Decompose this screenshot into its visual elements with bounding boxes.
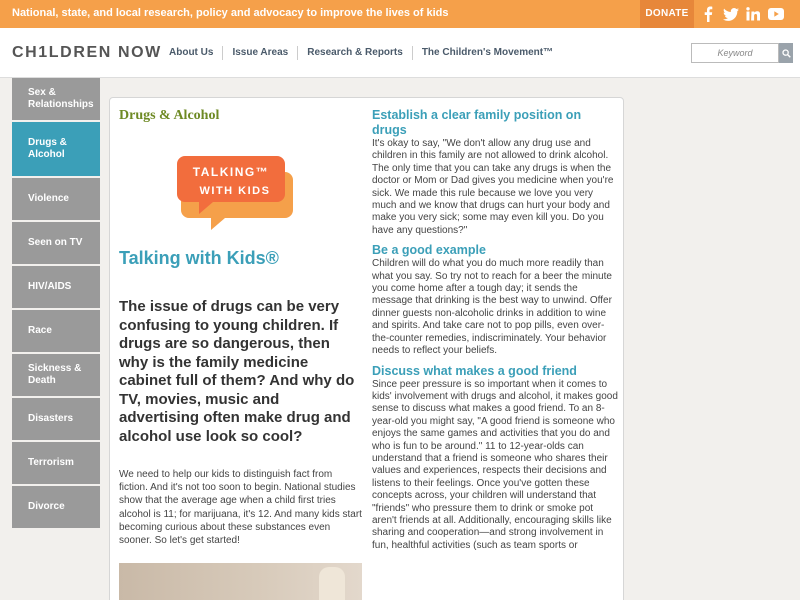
sidebar-item-seen-on-tv[interactable]: Seen on TV	[12, 222, 100, 264]
sidebar-item-disasters[interactable]: Disasters	[12, 398, 100, 440]
sidebar-item-drugs-alcohol[interactable]: Drugs & Alcohol	[12, 122, 100, 176]
sidebar-item-violence[interactable]: Violence	[12, 178, 100, 220]
nav-research-reports[interactable]: Research & Reports	[298, 46, 413, 60]
sidebar-item-race[interactable]: Race	[12, 310, 100, 352]
left-column	[119, 108, 362, 547]
page-title: Talking with Kids®	[119, 248, 279, 268]
twitter-icon[interactable]	[719, 0, 743, 28]
nav-about-us[interactable]: About Us	[160, 46, 223, 60]
issue-sidebar	[12, 78, 100, 530]
section-body-family-position: It's okay to say, "We don't allow any drug use and children in this family are not allowed to drink alcohol. The only time that you can take any drugs is when the doctor or Mom or Dad gives you medicine when you're sick. We made this rule because we love you very much and we know that drugs can hurt your body and make you very sick; some may even kill you. Do you have any questions?"	[372, 138, 614, 236]
section-title: Drugs & Alcohol	[119, 108, 220, 123]
section-body-good-friend: Since peer pressure is so important when it comes to kids' involvement with drugs and alcohol, it makes good sense to discuss what makes a good friend. To an 8-year-old you might say, "A good friend is someone who enjoys the same games and activities that you do and who is fun to be around." 11 to 12-year-olds can understand that a friend is someone who shares their values and experiences, respects their decisions and listens to their feelings. Once you've gotten these concepts across, your children will understand that "friends" who pressure them to drink or smoke pot aren't friends at all. Additionally, encouraging skills like sharing and cooperation—and strong involvement in fun, healthful activities (such as team sports or	[372, 378, 618, 551]
right-column	[372, 108, 618, 558]
youtube-icon[interactable]	[764, 0, 788, 28]
search-input[interactable]	[691, 43, 779, 63]
talking-with-kids-logo	[177, 154, 295, 230]
linkedin-icon[interactable]	[741, 0, 765, 28]
site-logo[interactable]: CH1LDREN NOW	[12, 44, 162, 61]
search-icon	[782, 49, 791, 58]
site-header	[0, 28, 800, 78]
logo-text-line2: WITH KIDS	[199, 185, 271, 197]
section-heading-good-example: Be a good example	[372, 243, 486, 258]
sidebar-item-sex-relationships[interactable]: Sex & Relationships	[12, 78, 100, 120]
sidebar-item-sickness-death[interactable]: Sickness & Death	[12, 354, 100, 396]
sidebar-item-divorce[interactable]: Divorce	[12, 486, 100, 528]
intro-paragraph: We need to help our kids to distinguish fact from fiction. And it's not too soon to begin. National studies show that the average age when a child first tries alcohol is 11; for marijuana, it's 12. And many kids start becoming curious about these substances even sooner. So let's get started!	[119, 469, 362, 547]
lead-paragraph: The issue of drugs can be very confusing to young children. If drugs are so dangerous, then why is the family medicine cabinet full of them? And why do TV, movies, music and advertising often make drug and alcohol use look so cool?	[119, 298, 355, 445]
logo-text-line1: TALKING™	[192, 165, 270, 179]
facebook-icon[interactable]	[696, 0, 720, 28]
sidebar-item-terrorism[interactable]: Terrorism	[12, 442, 100, 484]
main-nav	[160, 28, 562, 78]
section-heading-good-friend: Discuss what makes a good friend	[372, 363, 577, 378]
section-body-good-example: Children will do what you do much more readily than what you say. So try not to reach for a beer the minute you come home after a tough day; it sends the message that drinking is the best way to unwind. Offer dinner guests non-alcoholic drinks in addition to wine and spirits. And take care not to pop pills, even over-the-counter remedies, indiscriminately. Your behavior needs to reflect your beliefs.	[372, 258, 612, 357]
donate-button[interactable]: DONATE	[640, 0, 694, 28]
content-card	[109, 97, 624, 600]
nav-childrens-movement[interactable]: The Children's Movement™	[421, 47, 554, 58]
nav-issue-areas[interactable]: Issue Areas	[223, 46, 298, 60]
top-banner	[0, 0, 800, 28]
article-photo	[119, 563, 362, 600]
search-button[interactable]	[779, 43, 793, 63]
tagline: National, state, and local research, policy and advocacy to improve the lives of kids	[12, 7, 449, 19]
section-heading-family-position: Establish a clear family position on drugs	[372, 108, 582, 137]
sidebar-item-hiv-aids[interactable]: HIV/AIDS	[12, 266, 100, 308]
